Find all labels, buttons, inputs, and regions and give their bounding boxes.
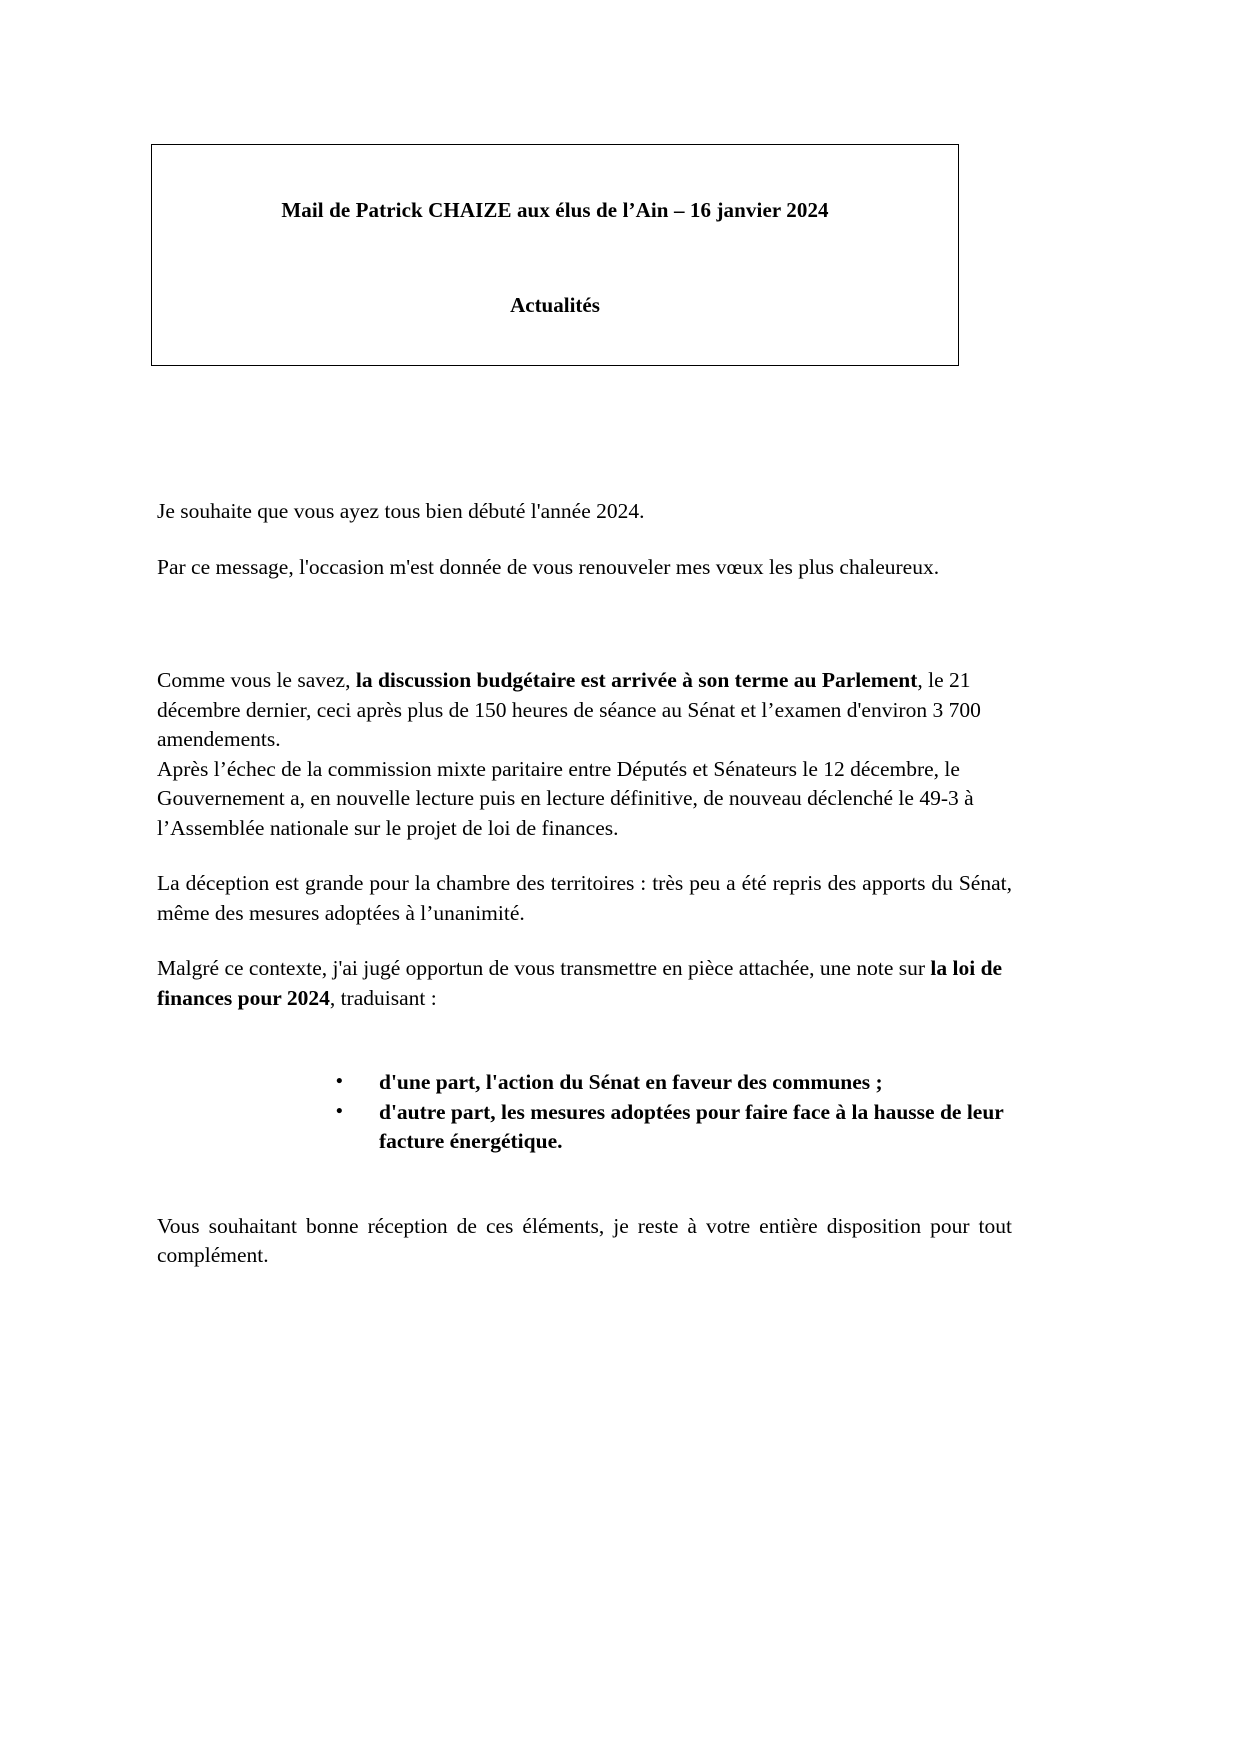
paragraph-budget-tail: , le 21 décembre dernier, ceci après plus de 150 heures de séance au Sénat et l’examen d'environ 3 700 amendements.	[157, 668, 981, 751]
document-body	[157, 497, 1012, 1271]
bullet-icon: •	[336, 1100, 343, 1122]
spacer	[157, 527, 1012, 553]
list-item	[324, 1068, 1012, 1098]
bullet-icon: •	[336, 1071, 343, 1092]
spacer	[157, 928, 1012, 954]
paragraph-closing: Vous souhaitant bonne réception de ces éléments, je reste à votre entière disposition pour tout complément.	[157, 1213, 1012, 1267]
paragraph-cmp: Après l’échec de la commission mixte paritaire entre Députés et Sénateurs le 12 décembre, le Gouvernement a, en nouvelle lecture puis en lecture définitive, de nouveau déclenché le 49-3 à l’Assemblée nationale sur le projet de loi de finances.	[157, 756, 974, 840]
paragraph-note	[157, 954, 1012, 1013]
paragraph-budget-lead: Comme vous le savez,	[157, 668, 356, 692]
paragraph-wishes: Par ce message, l'occasion m'est donnée de vous renouveler mes vœux les plus chaleureux.	[157, 554, 940, 579]
paragraph-note-bold: la loi de finances pour 2024	[157, 956, 1003, 1010]
page-subtitle: Actualités	[510, 293, 600, 317]
spacer	[157, 582, 1012, 666]
paragraph-greeting: Je souhaite que vous ayez tous bien débuté l'année 2024.	[157, 499, 645, 523]
header-box	[151, 144, 959, 366]
paragraph-note-lead: Malgré ce contexte, j'ai jugé opportun de vous transmettre en pièce attachée, une note sur	[157, 956, 931, 980]
list-item-label: d'autre part, les mesures adoptées pour faire face à la hausse de leur facture énergétique.	[379, 1099, 1004, 1153]
spacer	[157, 1013, 1012, 1068]
spacer	[157, 1157, 1012, 1212]
page-title: Mail de Patrick CHAIZE aux élus de l’Ain – 16 janvier 2024	[281, 198, 829, 222]
list-item-label: d'une part, l'action du Sénat en faveur des communes ;	[379, 1070, 883, 1094]
paragraph-deception: La déception est grande pour la chambre des territoires : très peu a été repris des apports du Sénat, même des mesures adoptées à l’unanimité.	[157, 871, 1012, 925]
bullet-list	[157, 1068, 1012, 1157]
list-item	[324, 1098, 1012, 1157]
paragraph-budget	[157, 666, 1012, 755]
spacer	[157, 843, 1012, 869]
paragraph-note-tail: , traduisant :	[329, 985, 437, 1010]
paragraph-budget-bold: la discussion budgétaire est arrivée à son terme au Parlement	[355, 668, 918, 692]
